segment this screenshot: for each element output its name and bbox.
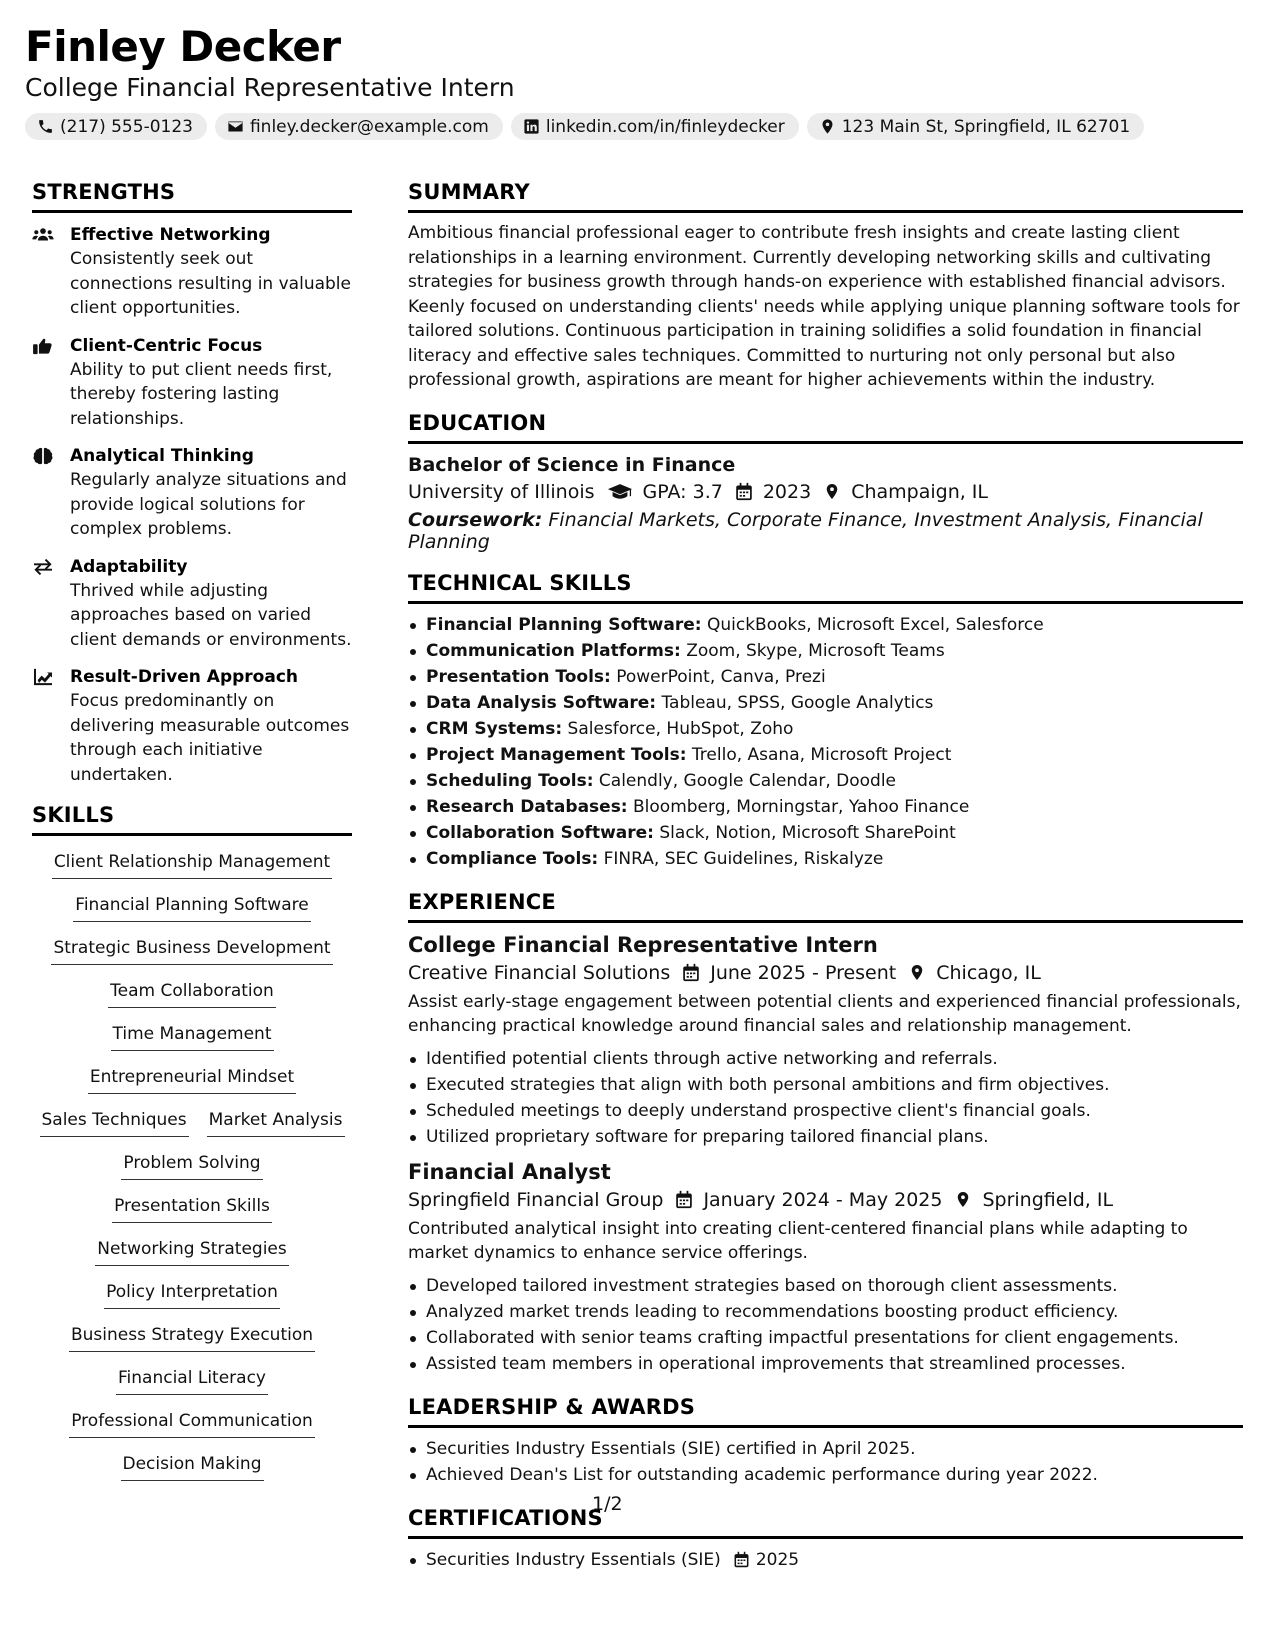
graduation-cap-icon	[607, 482, 633, 501]
strengths-list	[32, 223, 352, 787]
page-number: 1/2	[592, 1493, 623, 1515]
list-item	[408, 1547, 1243, 1573]
chart-line-icon	[32, 668, 54, 686]
brain-icon	[32, 447, 54, 465]
left-column	[32, 180, 352, 1481]
experience-heading: EXPERIENCE	[408, 890, 1243, 923]
skill-values: PowerPoint, Canva, Prezi	[616, 666, 826, 687]
strength-item	[32, 665, 352, 787]
list-item	[408, 664, 1243, 690]
skill-values: FINRA, SEC Guidelines, Riskalyze	[603, 848, 884, 869]
strength-desc: Focus predominantly on delivering measurable outcomes through each initiative undertaken.	[70, 691, 350, 785]
skill-chip: Entrepreneurial Mindset	[88, 1065, 296, 1094]
skill-chip: Time Management	[111, 1022, 274, 1051]
strength-title: Effective Networking	[70, 225, 271, 245]
skill-category: Presentation Tools:	[426, 666, 611, 687]
phone-icon	[37, 118, 54, 135]
coursework-label: Coursework:	[408, 508, 543, 531]
calendar-icon	[675, 1190, 693, 1209]
skill-values: QuickBooks, Microsoft Excel, Salesforce	[706, 614, 1044, 635]
phone-pill[interactable]	[25, 113, 207, 140]
school-name: University of Illinois	[408, 480, 595, 503]
calendar-icon	[735, 482, 753, 501]
skill-values: Bloomberg, Morningstar, Yahoo Finance	[633, 796, 970, 817]
skill-category: Project Management Tools:	[426, 744, 687, 765]
list-item	[408, 794, 1243, 820]
candidate-name: Finley Decker	[25, 22, 341, 71]
skill-chip: Market Analysis	[207, 1108, 345, 1137]
address-pill[interactable]	[807, 113, 1144, 140]
job-description: Assist early-stage engagement between potential clients and experienced financial professionals, enhancing practical knowledge around financial sales and relationship management.	[408, 991, 1241, 1036]
skill-category: Research Databases:	[426, 796, 628, 817]
job-role: Financial Analyst	[408, 1159, 611, 1184]
strength-desc: Consistently seek out connections resulting in valuable client opportunities.	[70, 249, 351, 318]
strength-item	[32, 223, 352, 321]
strength-title: Analytical Thinking	[70, 446, 254, 466]
list-item: Executed strategies that align with both personal ambitions and firm objectives.	[408, 1072, 1243, 1098]
linkedin-icon	[523, 118, 540, 135]
strength-item	[32, 334, 352, 432]
skill-values: Calendly, Google Calendar, Doodle	[598, 770, 897, 791]
list-item	[408, 742, 1243, 768]
calendar-icon	[733, 1551, 750, 1568]
strength-title: Adaptability	[70, 556, 188, 577]
summary-heading: SUMMARY	[408, 180, 1243, 213]
list-item	[408, 612, 1243, 638]
contact-bar	[25, 113, 1144, 140]
leadership-list	[408, 1436, 1243, 1488]
list-item: Developed tailored investment strategies based on thorough client assessments.	[408, 1273, 1243, 1299]
technical-skills-list	[408, 612, 1243, 872]
linkedin-text: linkedin.com/in/finleydecker	[545, 116, 785, 137]
email-pill[interactable]	[215, 113, 503, 140]
strength-title: Result-Driven Approach	[70, 667, 299, 687]
skill-category: Compliance Tools:	[426, 848, 599, 869]
skill-category: CRM Systems:	[426, 718, 563, 739]
job-meta	[408, 962, 1243, 984]
email-text: finley.decker@example.com	[249, 116, 489, 137]
skill-chip: Financial Literacy	[116, 1366, 268, 1395]
list-item	[408, 716, 1243, 742]
job-role: College Financial Representative Intern	[408, 932, 878, 957]
experience-section	[408, 890, 1243, 1377]
company-name: Springfield Financial Group	[408, 1188, 664, 1211]
list-item	[408, 638, 1243, 664]
technical-skills-section	[408, 571, 1243, 872]
right-column	[408, 180, 1243, 1573]
phone-text: (217) 555-0123	[60, 116, 193, 137]
list-item	[408, 820, 1243, 846]
skill-category: Financial Planning Software:	[426, 614, 702, 635]
strength-title: Client-Centric Focus	[70, 335, 263, 356]
degree-title: Bachelor of Science in Finance	[408, 453, 736, 476]
job-meta	[408, 1189, 1243, 1211]
job-location: Springfield, IL	[982, 1188, 1114, 1211]
skill-chip: Sales Techniques	[40, 1108, 189, 1137]
skill-category: Collaboration Software:	[426, 822, 654, 843]
certification-name: Securities Industry Essentials (SIE)	[426, 1549, 721, 1570]
strength-desc: Regularly analyze situations and provide logical solutions for complex problems.	[70, 470, 347, 539]
coursework-list: Financial Markets, Corporate Finance, Investment Analysis, Financial Planning	[408, 508, 1203, 553]
company-name: Creative Financial Solutions	[408, 961, 671, 984]
skill-chip: Business Strategy Execution	[69, 1323, 315, 1352]
skill-category: Communication Platforms:	[426, 640, 681, 661]
gpa-text: GPA: 3.7	[642, 480, 723, 503]
certification-year: 2025	[755, 1549, 800, 1570]
envelope-icon	[227, 118, 244, 135]
skill-category: Data Analysis Software:	[426, 692, 657, 713]
job-description: Contributed analytical insight into creating client-centered financial plans while adapting to market dynamics to enhance service offerings.	[408, 1218, 1188, 1263]
technical-skills-heading: TECHNICAL SKILLS	[408, 571, 1243, 604]
experience-entry	[408, 933, 1243, 1150]
users-icon	[32, 226, 54, 244]
summary-text: Ambitious financial professional eager to contribute fresh insights and create lasting client relationships in a learning environment. Currently developing networking skills and cultivating strategies for business growth through hands-on experience with established financial advisors. Keenly focused on understanding clients' needs while applying unique planning software tools for tailored solutions. Continuous participation in training solidifies a solid foundation in financial literacy and effective sales techniques. Committed to nurturing not only personal but also professional growth, aspirations are meant for higher achievements within the industry.	[408, 223, 1240, 390]
strength-desc: Ability to put client needs first, thereby fostering lasting relationships.	[70, 359, 333, 429]
certifications-section	[408, 1506, 1243, 1573]
skill-values: Zoom, Skype, Microsoft Teams	[686, 640, 945, 661]
experience-entry	[408, 1160, 1243, 1377]
candidate-title: College Financial Representative Intern	[25, 73, 515, 102]
coursework	[408, 509, 1243, 553]
skill-chip: Presentation Skills	[112, 1194, 272, 1223]
list-item	[408, 690, 1243, 716]
job-dates: June 2025 - Present	[710, 961, 897, 984]
skill-category: Scheduling Tools:	[426, 770, 594, 791]
skill-values: Trello, Asana, Microsoft Project	[691, 744, 952, 765]
list-item	[408, 768, 1243, 794]
school-location: Champaign, IL	[851, 480, 989, 503]
strengths-heading: STRENGTHS	[32, 180, 352, 213]
skill-chip: Networking Strategies	[95, 1237, 289, 1266]
skill-chip: Strategic Business Development	[51, 936, 332, 965]
skills-list	[32, 850, 352, 1481]
linkedin-pill[interactable]	[511, 113, 799, 140]
skill-values: Tableau, SPSS, Google Analytics	[661, 692, 934, 713]
list-item: Achieved Dean's List for outstanding academic performance during year 2022.	[408, 1462, 1243, 1488]
skill-chip: Problem Solving	[121, 1151, 262, 1180]
strength-item	[32, 444, 352, 542]
list-item: Securities Industry Essentials (SIE) certified in April 2025.	[408, 1436, 1243, 1462]
job-location: Chicago, IL	[936, 961, 1041, 984]
skill-chip: Client Relationship Management	[52, 850, 332, 879]
summary-section	[408, 180, 1243, 393]
thumbs-up-icon	[32, 337, 54, 355]
list-item: Utilized proprietary software for preparing tailored financial plans.	[408, 1124, 1243, 1150]
list-item: Identified potential clients through active networking and referrals.	[408, 1046, 1243, 1072]
skill-chip: Financial Planning Software	[73, 893, 310, 922]
list-item: Scheduled meetings to deeply understand prospective client's financial goals.	[408, 1098, 1243, 1124]
certifications-list	[408, 1547, 1243, 1573]
map-pin-icon	[819, 118, 836, 135]
strength-item	[32, 555, 352, 653]
skill-values: Slack, Notion, Microsoft SharePoint	[659, 822, 956, 843]
list-item: Collaborated with senior teams crafting impactful presentations for client engagements.	[408, 1325, 1243, 1351]
list-item	[408, 846, 1243, 872]
certifications-heading: CERTIFICATIONS	[408, 1506, 1243, 1539]
leadership-heading: LEADERSHIP & AWARDS	[408, 1395, 1243, 1428]
address-text: 123 Main St, Springfield, IL 62701	[841, 116, 1131, 137]
education-meta	[408, 481, 1243, 503]
strength-desc: Thrived while adjusting approaches based on varied client demands or environments.	[70, 580, 352, 650]
leadership-section	[408, 1395, 1243, 1488]
skills-heading: SKILLS	[32, 803, 352, 836]
skill-chip: Decision Making	[121, 1452, 264, 1481]
education-heading: EDUCATION	[408, 411, 1243, 444]
map-pin-icon	[954, 1190, 972, 1209]
education-section	[408, 411, 1243, 553]
job-dates: January 2024 - May 2025	[703, 1188, 943, 1211]
exchange-arrows-icon	[32, 558, 54, 576]
job-bullets	[408, 1046, 1243, 1150]
graduation-year: 2023	[762, 480, 812, 503]
list-item: Analyzed market trends leading to recommendations boosting product efficiency.	[408, 1299, 1243, 1325]
list-item: Assisted team members in operational improvements that streamlined processes.	[408, 1351, 1243, 1377]
skill-chip: Policy Interpretation	[104, 1280, 280, 1309]
skill-chip: Team Collaboration	[108, 979, 276, 1008]
map-pin-icon	[908, 963, 926, 982]
skill-values: Salesforce, HubSpot, Zoho	[567, 718, 794, 739]
calendar-icon	[682, 963, 700, 982]
job-bullets	[408, 1273, 1243, 1377]
map-pin-icon	[823, 482, 841, 501]
skill-chip: Professional Communication	[69, 1409, 315, 1438]
